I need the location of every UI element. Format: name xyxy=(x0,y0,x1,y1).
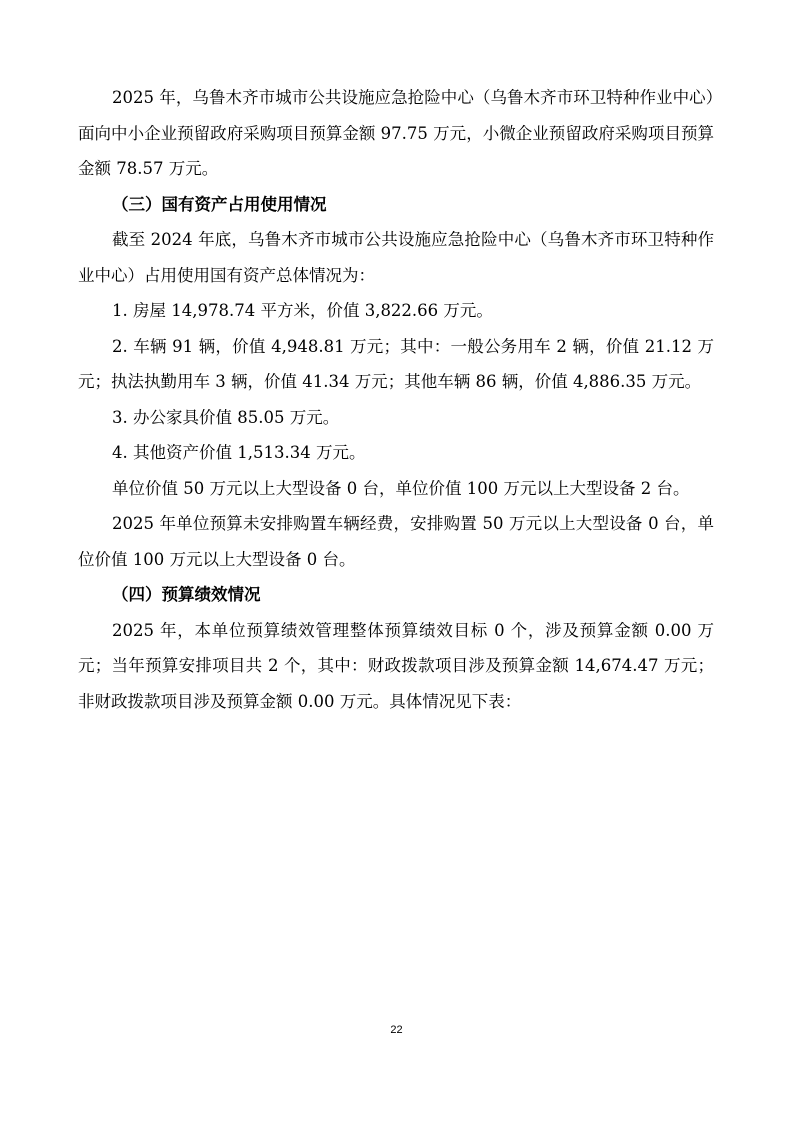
paragraph-assets-vehicles: 2. 车辆 91 辆，价值 4,948.81 万元；其中：一般公务用车 2 辆，价值 21.12 万元；执法执勤用车 3 辆，价值 41.34 万元；其他车辆 86 辆，价值 4,886.35 万元。 xyxy=(78,336,714,391)
document-body xyxy=(78,80,714,719)
paragraph-budget-performance: 2025 年，本单位预算绩效管理整体预算绩效目标 0 个，涉及预算金额 0.00 万元；当年预算安排项目共 2 个，其中：财政拨款项目涉及预算金额 14,674.47 万元；非财政拨款项目涉及预算金额 0.00 万元。具体情况见下表： xyxy=(78,620,714,711)
paragraph-procurement-reservation: 2025 年，乌鲁木齐市城市公共设施应急抢险中心（乌鲁木齐市环卫特种作业中心）面向中小企业预留政府采购项目预算金额 97.75 万元，小微企业预留政府采购项目预算金额 78.57 万元。 xyxy=(78,88,714,178)
section-heading-state-assets: （三）国有资产占用使用情况 xyxy=(112,194,327,214)
paragraph-assets-buildings: 1. 房屋 14,978.74 平方米，价值 3,822.66 万元。 xyxy=(112,301,493,320)
page-number: 22 xyxy=(390,1024,403,1036)
paragraph-assets-other: 4. 其他资产价值 1,513.34 万元。 xyxy=(112,443,366,462)
section-heading-budget-performance: （四）预算绩效情况 xyxy=(112,585,261,604)
paragraph-purchase-plan: 2025 年单位预算未安排购置车辆经费，安排购置 50 万元以上大型设备 0 台，单位价值 100 万元以上大型设备 0 台。 xyxy=(78,514,714,569)
paragraph-assets-overview: 截至 2024 年底，乌鲁木齐市城市公共设施应急抢险中心（乌鲁木齐市环卫特种作业中心）占用使用国有资产总体情况为： xyxy=(78,230,714,285)
paragraph-assets-furniture: 3. 办公家具价值 85.05 万元。 xyxy=(112,407,340,427)
paragraph-large-equipment: 单位价值 50 万元以上大型设备 0 台，单位价值 100 万元以上大型设备 2 台。 xyxy=(112,478,690,498)
